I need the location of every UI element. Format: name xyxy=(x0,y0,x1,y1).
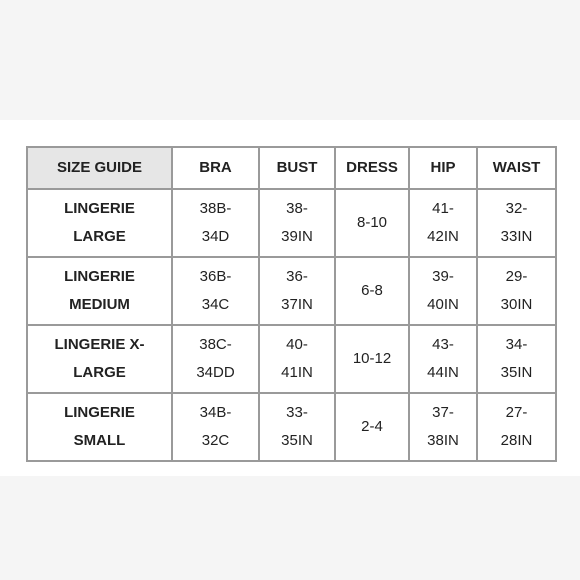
bra-value-line: 34D xyxy=(201,228,230,245)
bust-cell xyxy=(259,257,335,325)
bra-value-line: 34C xyxy=(201,296,230,313)
hip-cell xyxy=(409,189,477,257)
table-row xyxy=(27,393,556,461)
waist-value-line: 30IN xyxy=(500,296,533,313)
table-row xyxy=(27,325,556,393)
size-name-line: LINGERIE xyxy=(64,268,135,285)
header-bust: BUST xyxy=(259,147,335,189)
hip-value-line: 42IN xyxy=(427,228,459,245)
table-row xyxy=(27,257,556,325)
bust-value-line: 39IN xyxy=(281,228,313,245)
waist-cell xyxy=(477,393,556,461)
bust-value-line: 35IN xyxy=(281,432,313,449)
bra-value-line: 34B- xyxy=(199,404,232,421)
bust-value-line: 33- xyxy=(286,404,308,421)
waist-value-line: 35IN xyxy=(500,364,533,381)
dress-cell: 8-10 xyxy=(335,189,409,257)
hip-value-line: 38IN xyxy=(427,432,459,449)
hip-value-line: 41- xyxy=(432,200,454,217)
bust-cell xyxy=(259,189,335,257)
waist-value-line: 33IN xyxy=(500,228,533,245)
size-name-line: LINGERIE xyxy=(64,200,135,217)
table-header-row xyxy=(27,147,556,189)
size-name-line: SMALL xyxy=(73,432,126,449)
bra-value-line: 34DD xyxy=(196,364,235,381)
hip-cell xyxy=(409,393,477,461)
bust-value-line: 37IN xyxy=(281,296,313,313)
bra-cell xyxy=(172,257,259,325)
waist-value-line: 29- xyxy=(505,268,528,285)
hip-value-line: 44IN xyxy=(427,364,459,381)
size-name-cell xyxy=(27,393,172,461)
size-name-cell xyxy=(27,257,172,325)
waist-value-line: 34- xyxy=(505,336,528,353)
bust-cell xyxy=(259,325,335,393)
dress-cell: 6-8 xyxy=(335,257,409,325)
hip-value-line: 39- xyxy=(432,268,454,285)
size-name-line: LINGERIE xyxy=(64,404,135,421)
bust-value-line: 40- xyxy=(286,336,308,353)
waist-value-line: 27- xyxy=(505,404,528,421)
bust-value-line: 36- xyxy=(286,268,308,285)
size-name-cell xyxy=(27,325,172,393)
hip-cell xyxy=(409,325,477,393)
header-bra: BRA xyxy=(172,147,259,189)
hip-cell xyxy=(409,257,477,325)
size-name-cell xyxy=(27,189,172,257)
bra-value-line: 36B- xyxy=(199,268,232,285)
bust-cell xyxy=(259,393,335,461)
header-hip: HIP xyxy=(409,147,477,189)
bra-value-line: 38B- xyxy=(199,200,232,217)
size-name-line: LINGERIE X- xyxy=(54,336,145,353)
waist-cell xyxy=(477,257,556,325)
waist-value-line: 28IN xyxy=(500,432,533,449)
waist-cell xyxy=(477,189,556,257)
bra-cell xyxy=(172,189,259,257)
bra-cell xyxy=(172,393,259,461)
waist-value-line: 32- xyxy=(505,200,528,217)
size-name-line: MEDIUM xyxy=(69,296,130,313)
header-waist: WAIST xyxy=(477,147,556,189)
waist-cell xyxy=(477,325,556,393)
bra-cell xyxy=(172,325,259,393)
hip-value-line: 40IN xyxy=(427,296,459,313)
size-name-line: LARGE xyxy=(73,364,126,381)
dress-cell: 2-4 xyxy=(335,393,409,461)
hip-value-line: 43- xyxy=(432,336,454,353)
bust-value-line: 41IN xyxy=(281,364,313,381)
table-row xyxy=(27,189,556,257)
header-dress: DRESS xyxy=(335,147,409,189)
bra-value-line: 38C- xyxy=(199,336,232,353)
bra-value-line: 32C xyxy=(201,432,230,449)
bust-value-line: 38- xyxy=(286,200,308,217)
size-name-line: LARGE xyxy=(73,228,126,245)
size-guide-table xyxy=(26,146,557,462)
header-size-guide: SIZE GUIDE xyxy=(27,147,172,189)
dress-cell: 10-12 xyxy=(335,325,409,393)
hip-value-line: 37- xyxy=(432,404,454,421)
